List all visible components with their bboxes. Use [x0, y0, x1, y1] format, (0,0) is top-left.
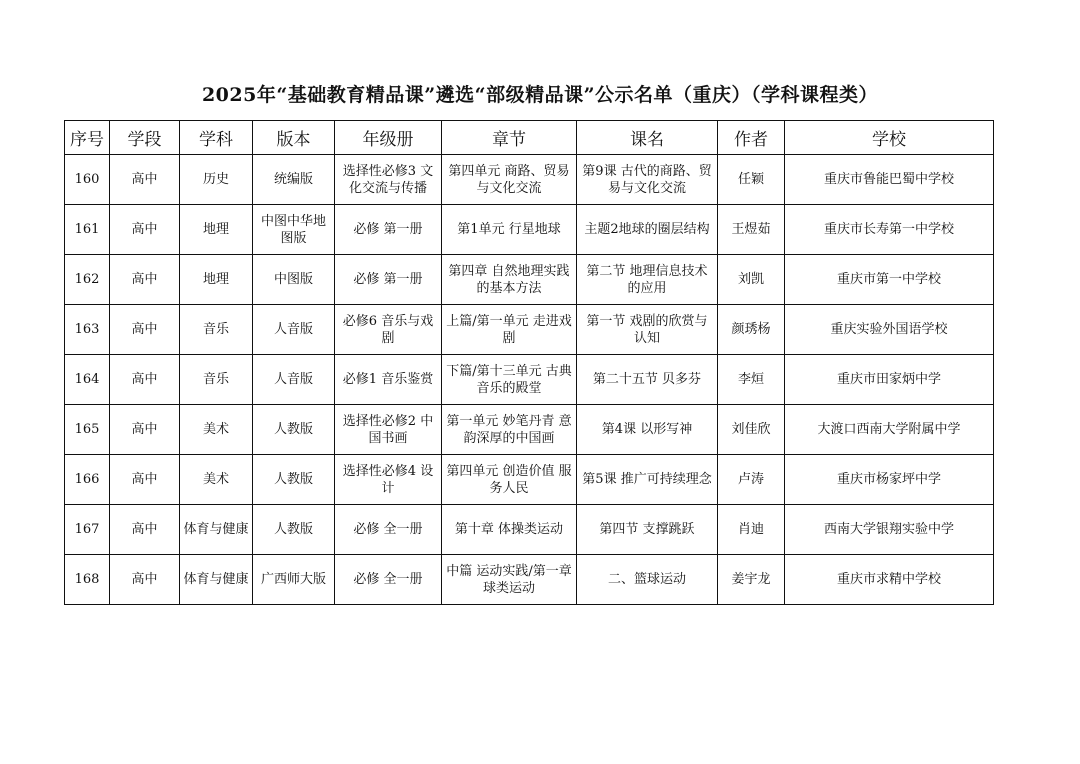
cell-chapter: 第四单元 商路、贸易与文化交流 — [442, 155, 577, 205]
cell-chapter: 下篇/第十三单元 古典音乐的殿堂 — [442, 355, 577, 405]
cell-chapter: 第1单元 行星地球 — [442, 205, 577, 255]
cell-edition: 人教版 — [253, 505, 335, 555]
cell-stage: 高中 — [110, 255, 180, 305]
cell-index: 167 — [65, 505, 110, 555]
table-row — [65, 255, 994, 305]
cell-chapter: 上篇/第一单元 走进戏剧 — [442, 305, 577, 355]
cell-school: 重庆市长寿第一中学校 — [785, 205, 994, 255]
cell-author: 任颖 — [718, 155, 785, 205]
cell-stage: 高中 — [110, 455, 180, 505]
cell-subject: 音乐 — [180, 355, 253, 405]
cell-edition: 人教版 — [253, 405, 335, 455]
cell-edition: 人音版 — [253, 355, 335, 405]
col-header-chapter: 章节 — [442, 121, 577, 155]
cell-volume: 必修6 音乐与戏剧 — [335, 305, 442, 355]
cell-school: 重庆市田家炳中学 — [785, 355, 994, 405]
cell-chapter: 第四单元 创造价值 服务人民 — [442, 455, 577, 505]
col-header-edition: 版本 — [253, 121, 335, 155]
cell-volume: 必修 第一册 — [335, 255, 442, 305]
cell-index: 160 — [65, 155, 110, 205]
cell-edition: 人教版 — [253, 455, 335, 505]
header-row — [65, 121, 994, 155]
cell-index: 168 — [65, 555, 110, 605]
cell-stage: 高中 — [110, 355, 180, 405]
cell-school: 大渡口西南大学附属中学 — [785, 405, 994, 455]
table-row — [65, 305, 994, 355]
cell-volume: 选择性必修4 设计 — [335, 455, 442, 505]
table-row — [65, 355, 994, 405]
cell-index: 164 — [65, 355, 110, 405]
cell-index: 161 — [65, 205, 110, 255]
cell-subject: 地理 — [180, 205, 253, 255]
cell-stage: 高中 — [110, 555, 180, 605]
cell-volume: 选择性必修3 文化交流与传播 — [335, 155, 442, 205]
col-header-lesson: 课名 — [577, 121, 718, 155]
col-header-index: 序号 — [65, 121, 110, 155]
cell-index: 163 — [65, 305, 110, 355]
cell-author: 肖迪 — [718, 505, 785, 555]
col-header-stage: 学段 — [110, 121, 180, 155]
cell-index: 166 — [65, 455, 110, 505]
cell-lesson: 第5课 推广可持续理念 — [577, 455, 718, 505]
roster-table — [64, 120, 994, 605]
cell-lesson: 第二节 地理信息技术的应用 — [577, 255, 718, 305]
cell-lesson: 二、篮球运动 — [577, 555, 718, 605]
cell-lesson: 第一节 戏剧的欣赏与认知 — [577, 305, 718, 355]
cell-stage: 高中 — [110, 205, 180, 255]
cell-edition: 中图版 — [253, 255, 335, 305]
cell-subject: 音乐 — [180, 305, 253, 355]
cell-index: 162 — [65, 255, 110, 305]
cell-subject: 美术 — [180, 405, 253, 455]
cell-author: 卢涛 — [718, 455, 785, 505]
cell-lesson: 第二十五节 贝多芬 — [577, 355, 718, 405]
cell-volume: 选择性必修2 中国书画 — [335, 405, 442, 455]
cell-stage: 高中 — [110, 155, 180, 205]
cell-chapter: 中篇 运动实践/第一章 球类运动 — [442, 555, 577, 605]
cell-volume: 必修 全一册 — [335, 555, 442, 605]
cell-edition: 广西师大版 — [253, 555, 335, 605]
cell-school: 重庆市杨家坪中学 — [785, 455, 994, 505]
table-row — [65, 505, 994, 555]
cell-subject: 美术 — [180, 455, 253, 505]
cell-volume: 必修 第一册 — [335, 205, 442, 255]
cell-chapter: 第一单元 妙笔丹青 意韵深厚的中国画 — [442, 405, 577, 455]
cell-subject: 体育与健康 — [180, 555, 253, 605]
table-row — [65, 455, 994, 505]
table-row — [65, 405, 994, 455]
cell-author: 王煜茹 — [718, 205, 785, 255]
cell-index: 165 — [65, 405, 110, 455]
cell-lesson: 主题2地球的圈层结构 — [577, 205, 718, 255]
cell-author: 姜宇龙 — [718, 555, 785, 605]
cell-stage: 高中 — [110, 305, 180, 355]
cell-volume: 必修 全一册 — [335, 505, 442, 555]
cell-subject: 历史 — [180, 155, 253, 205]
cell-stage: 高中 — [110, 405, 180, 455]
cell-author: 李烜 — [718, 355, 785, 405]
cell-school: 重庆实验外国语学校 — [785, 305, 994, 355]
cell-chapter: 第四章 自然地理实践的基本方法 — [442, 255, 577, 305]
page-title: 2025年“基础教育精品课”遴选“部级精品课”公示名单（重庆）（学科课程类） — [201, 84, 879, 106]
cell-subject: 体育与健康 — [180, 505, 253, 555]
cell-edition: 人音版 — [253, 305, 335, 355]
cell-lesson: 第4课 以形写神 — [577, 405, 718, 455]
col-header-school: 学校 — [785, 121, 994, 155]
col-header-author: 作者 — [718, 121, 785, 155]
cell-author: 颜琇杨 — [718, 305, 785, 355]
cell-school: 重庆市第一中学校 — [785, 255, 994, 305]
table-row — [65, 155, 994, 205]
cell-author: 刘佳欣 — [718, 405, 785, 455]
cell-chapter: 第十章 体操类运动 — [442, 505, 577, 555]
cell-author: 刘凯 — [718, 255, 785, 305]
col-header-volume: 年级册 — [335, 121, 442, 155]
cell-school: 西南大学银翔实验中学 — [785, 505, 994, 555]
cell-stage: 高中 — [110, 505, 180, 555]
cell-school: 重庆市鲁能巴蜀中学校 — [785, 155, 994, 205]
cell-volume: 必修1 音乐鉴赏 — [335, 355, 442, 405]
cell-school: 重庆市求精中学校 — [785, 555, 994, 605]
table-row — [65, 205, 994, 255]
table-row — [65, 555, 994, 605]
cell-lesson: 第四节 支撑跳跃 — [577, 505, 718, 555]
cell-edition: 中图中华地图版 — [253, 205, 335, 255]
col-header-subject: 学科 — [180, 121, 253, 155]
cell-lesson: 第9课 古代的商路、贸易与文化交流 — [577, 155, 718, 205]
cell-subject: 地理 — [180, 255, 253, 305]
cell-edition: 统编版 — [253, 155, 335, 205]
